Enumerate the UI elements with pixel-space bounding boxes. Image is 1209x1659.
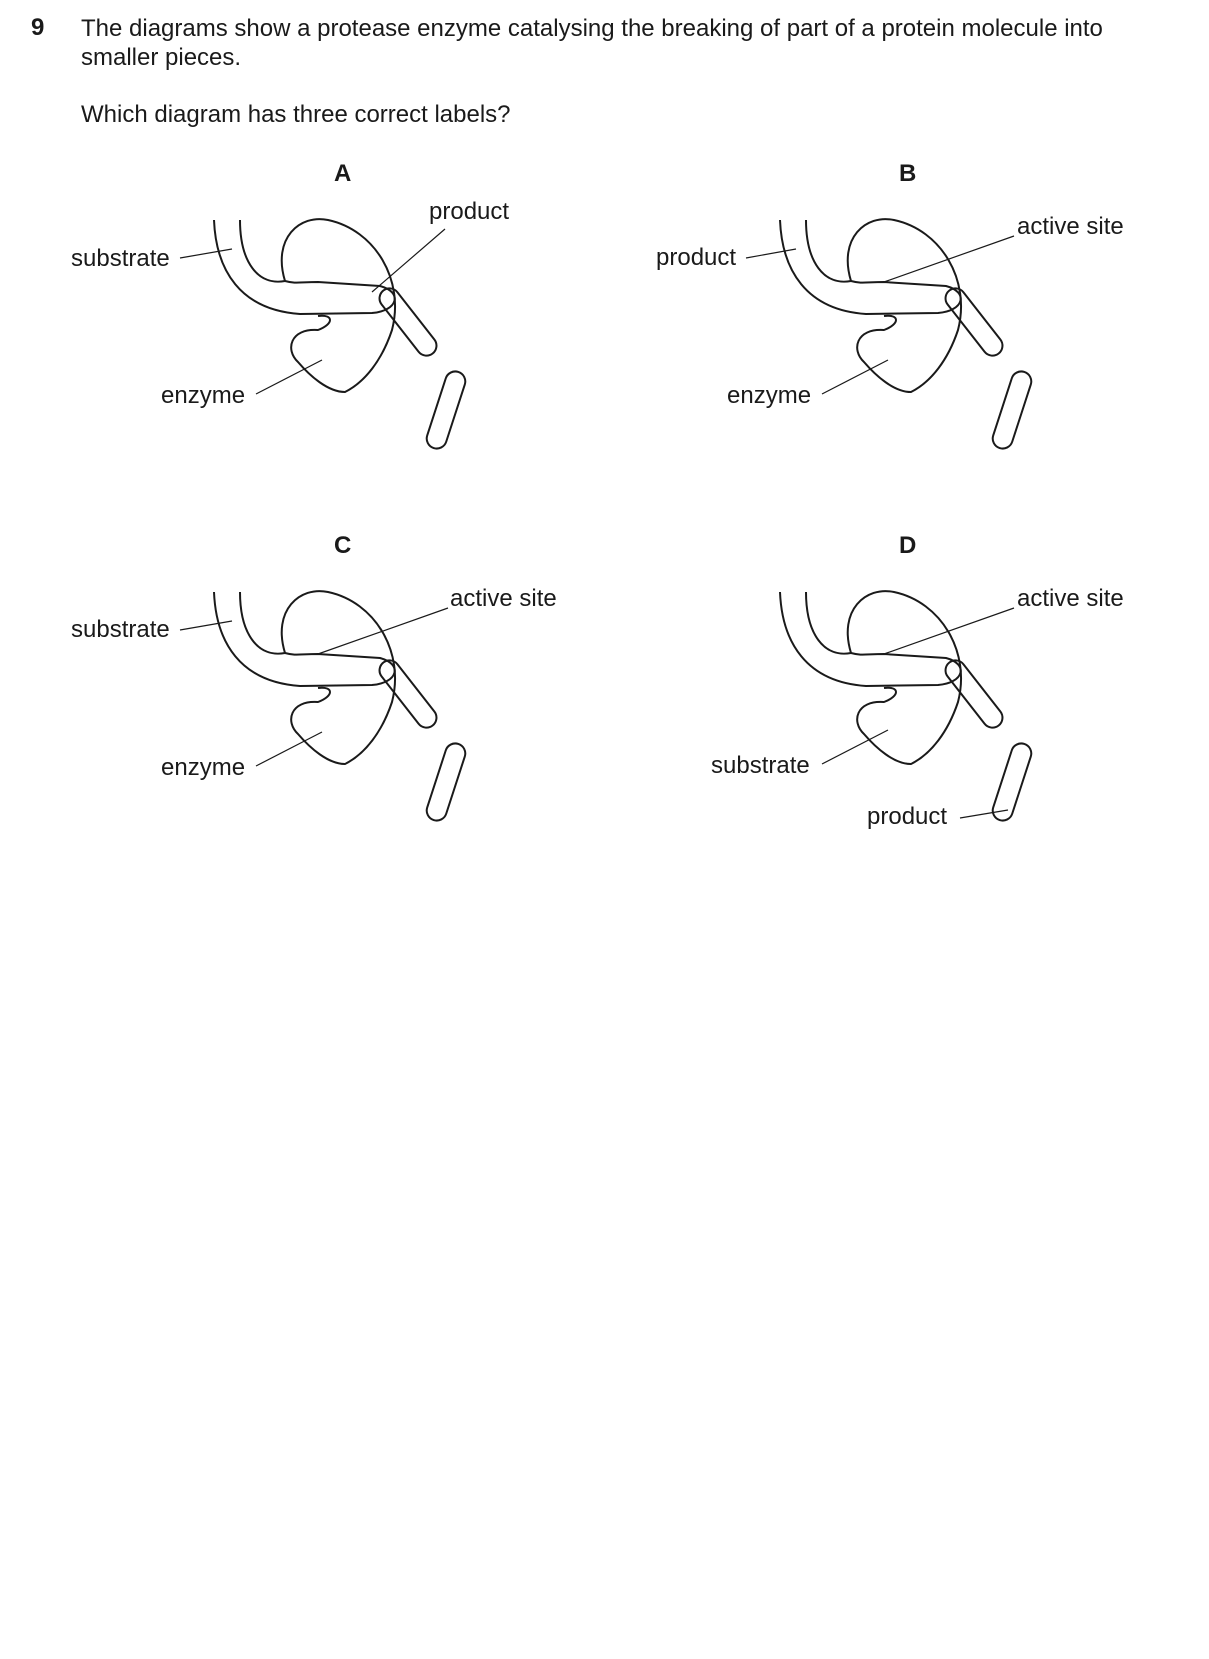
diagram-label: product <box>656 244 737 271</box>
question-number: 9 <box>31 14 45 41</box>
diagram-label: enzyme <box>161 382 246 409</box>
diagram-letter: D <box>899 532 917 559</box>
diagram-label: substrate <box>711 752 810 779</box>
diagram-label: enzyme <box>161 754 246 781</box>
diagram-letter: B <box>899 160 917 187</box>
diagram-label: product <box>867 803 948 830</box>
question-prompt: Which diagram has three correct labels? <box>81 101 511 128</box>
diagram-letter: A <box>334 160 352 187</box>
diagram-label: active site <box>450 585 557 612</box>
diagram-label: active site <box>1017 213 1124 240</box>
diagram-label: enzyme <box>727 382 812 409</box>
question-text: The diagrams show a protease enzyme catalysing the breaking of part of a protein molecule into smaller pieces. <box>81 15 1103 71</box>
diagram-label: product <box>429 198 510 225</box>
diagram-label: substrate <box>71 616 170 643</box>
diagram-label: active site <box>1017 585 1124 612</box>
diagram-letter: C <box>334 532 352 559</box>
diagram-label: substrate <box>71 245 170 272</box>
